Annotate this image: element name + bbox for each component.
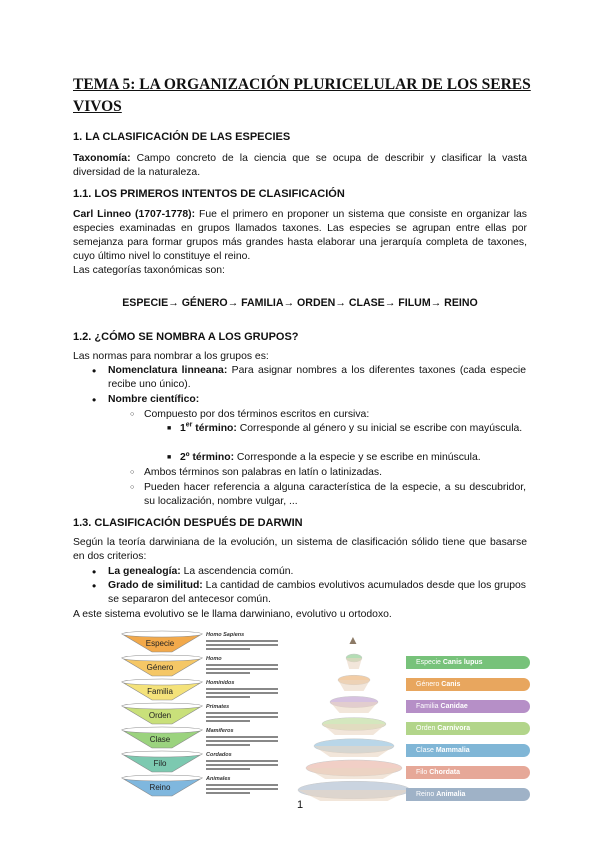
description-text-line [206,760,278,762]
section-1-heading: 1. LA CLASIFICACIÓN DE LAS ESPECIES [73,131,291,143]
pyramid-layer-body [314,746,394,757]
description-text-line [206,744,250,746]
taxon-tag [406,766,530,779]
pyramid-graphic [294,630,414,810]
nomenclatura-text: Para asignar nombres a los diferentes taxones (cada especie recibe uno único). [108,365,526,390]
funnel-tier-label: Especie [145,639,175,648]
description-text-line [206,788,278,790]
funnel-tier-description: Homínidos [206,680,235,686]
taxon-name: Canis lupus [442,659,483,666]
pyramid-layer-body [322,724,386,735]
linneo-text: Fue el primero en proponer un sistema que consiste en organizar las especies examinadas en grupos llamados taxones. Las especies se agrupan entre ellas por semejanza para formar grupos más grandes hasta elaborar una jerarquía completa de taxones, cuyo último nivel lo constituye el reino. [73,209,527,262]
termino-1-text: Corresponde al género y su inicial se escribe con mayúscula. [236,423,523,434]
description-text-line [206,692,278,694]
taxon-rank: Familia [416,703,441,710]
description-text-line [206,712,278,714]
funnel-diagram [118,630,298,810]
taxon-tag [406,656,530,669]
taxon-name: Mammalia [435,747,470,754]
page-number: 1 [296,799,304,811]
taxon-rank: Género [416,681,442,688]
categorias-text: Las categorías taxonómicas son: [73,265,225,276]
description-text-line [206,688,278,690]
taxon-rank: Clase [416,747,436,754]
funnel-tier-description: Cordados [206,752,232,758]
funnel-tier-label: Orden [148,711,172,720]
pyramid-layer-body [338,680,370,691]
genealogia-text: La ascendencia común. [180,566,294,577]
taxon-rank: Reino [416,791,437,798]
description-text-line [206,736,278,738]
description-text-line [206,784,278,786]
description-text-line [206,672,250,674]
taxonomic-chain: ESPECIE→ GÉNERO→ FAMILIA→ ORDEN→ CLASE→ FILUM→ REINO [122,297,478,309]
linneo-term: Carl Linneo (1707-1778): [73,209,196,220]
termino-2-item [180,451,526,465]
termino-2-text: Corresponde a la especie y se escribe en minúscula. [234,452,481,463]
description-text-line [206,768,250,770]
description-text-line [206,648,250,650]
linneo-paragraph [73,208,527,264]
taxonomia-paragraph [73,152,527,180]
termino-1-term: 1er término: [180,421,237,434]
pueden-item: ○ Pueden hacer referencia a alguna característica de la especie, a su descubridor, su localización, nombre vulgar, ... [144,481,526,509]
taxon-rank: Orden [416,725,438,732]
genealogia-term: La genealogía: [108,566,181,577]
funnel-tier-label: Reino [149,783,171,792]
compuesto-item: ○ Compuesto por dos términos escritos en cursiva: [144,408,526,422]
section-1-2-heading: 1.2. ¿CÓMO SE NOMBRA A LOS GRUPOS? [73,331,299,343]
funnel-tier-description: Animales [206,776,231,782]
taxon-name: Animalia [436,791,466,798]
taxon-name: Canidae [440,703,468,710]
taxonomia-term: Taxonomía: [73,153,131,164]
taxonomia-text: Campo concreto de la ciencia que se ocupa de describir y clasificar la vasta diversidad de la naturaleza. [73,153,527,178]
description-text-line [206,664,278,666]
taxon-rank: Filo [416,769,430,776]
description-text-line [206,668,278,670]
pyramid-layer-body [330,702,378,713]
section-1-3-heading: 1.3. CLASIFICACIÓN DESPUÉS DE DARWIN [73,517,303,529]
pyramid-layer-body [306,768,402,779]
description-text-line [206,764,278,766]
nomenclatura-term: Nomenclatura linneana: [108,365,228,376]
similitud-term: Grado de similitud: [108,580,203,591]
taxon-tag [406,722,530,735]
taxonomy-figure [118,630,528,810]
description-text-line [206,720,250,722]
termino-2-term: 2º término: [180,452,235,463]
ambos-item: ○ Ambos términos son palabras en latín o latinizadas. [144,466,526,480]
funnel-tier-description: Primates [206,704,230,710]
taxon-tag [406,678,530,691]
similitud-item [108,579,526,607]
description-text-line [206,716,278,718]
taxon-name: Chordata [429,769,460,776]
funnel-tier-label: Filo [153,759,167,768]
funnel-tier-label: Familia [147,687,173,696]
cientifico-term: Nombre científico: [108,394,200,405]
description-text-line [206,740,278,742]
darwin-outro: A este sistema evolutivo se le llama darwiniano, evolutivo u ortodoxo. [73,609,392,620]
taxon-name: Canis [441,681,461,688]
nomenclatura-item [108,364,526,392]
pyramid-diagram [294,630,534,810]
similitud-text: La cantidad de cambios evolutivos acumulados desde que los grupos se separaron del antecesor común. [108,580,526,605]
taxon-rank: Especie [416,659,443,666]
description-text-line [206,644,278,646]
page-title: TEMA 5: LA ORGANIZACIÓN PLURICELULAR DE LOS SERES VIVOS [73,76,531,115]
funnel-tier-label: Clase [149,735,171,744]
taxon-tag [406,744,530,757]
description-text-line [206,640,278,642]
darwin-intro: Según la teoría darwiniana de la evolución, un sistema de clasificación sólido tiene que basarse en dos criterios: [73,537,527,562]
funnel-tier-description: Mamíferos [206,728,234,734]
normas-intro: Las normas para nombrar a los grupos es: [73,351,269,362]
genealogia-item [108,565,526,579]
taxon-tag [406,700,530,713]
funnel-tier-label: Género [146,663,174,672]
funnel-tier-description: Homo [206,656,222,662]
termino-1-item [180,422,526,436]
cientifico-item [108,393,526,407]
wolf-icon: ▲ [347,633,359,647]
section-1-1-heading: 1.1. LOS PRIMEROS INTENTOS DE CLASIFICACIÓN [73,188,345,200]
description-text-line [206,696,250,698]
description-text-line [206,792,250,794]
pyramid-layer-body [346,658,362,669]
taxon-name: Carnívora [437,725,471,732]
funnel-tier-description: Homo Sapiens [206,632,245,638]
